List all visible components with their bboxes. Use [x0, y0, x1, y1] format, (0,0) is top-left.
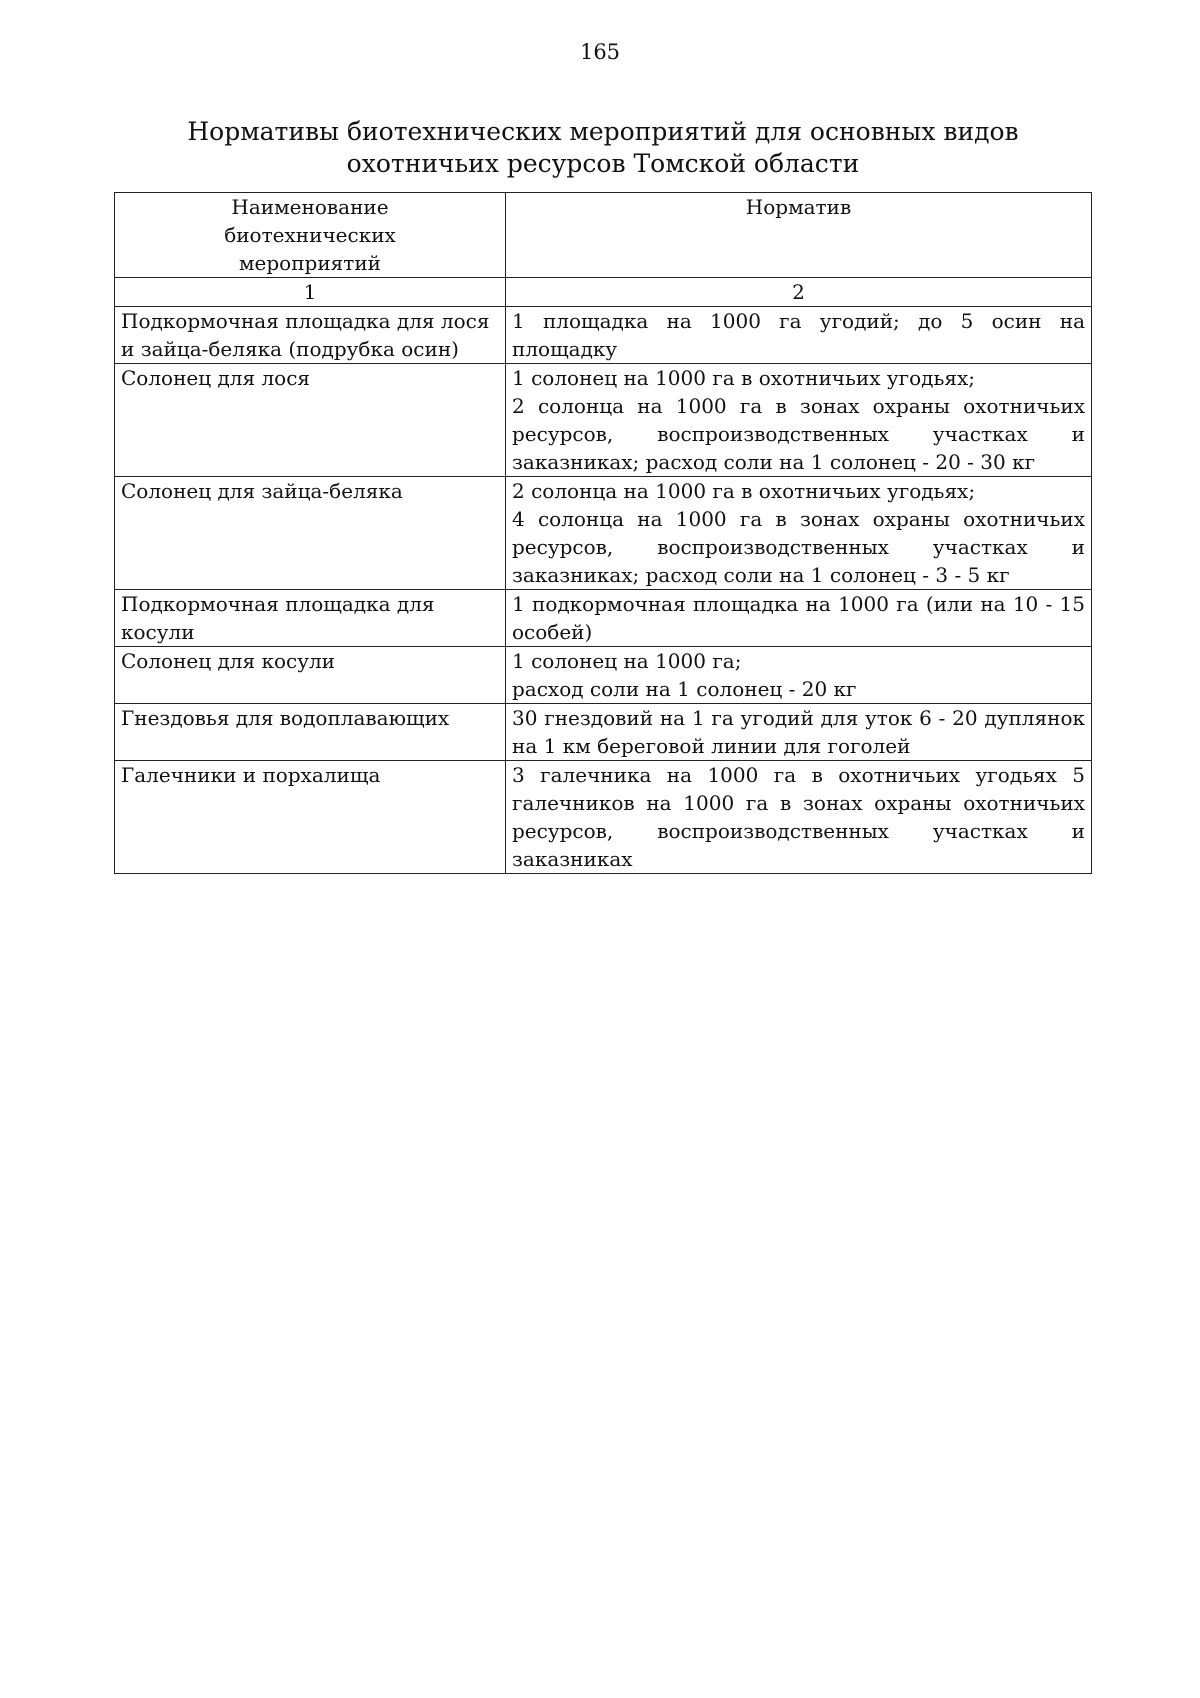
table-row	[115, 477, 1092, 590]
norm-line: 3 галечника на 1000 га в охотничьих угодьях 5 галечников на 1000 га в зонах охраны охотничьих ресурсов, воспроизводственных участках и заказниках	[512, 763, 1085, 871]
table-row	[115, 307, 1092, 364]
measure-norm	[506, 364, 1092, 477]
norm-line: 1 солонец на 1000 га в охотничьих угодьях;	[512, 366, 975, 390]
measure-norm	[506, 307, 1092, 364]
document-title	[114, 116, 1092, 180]
measure-name: Гнездовья для водоплавающих	[115, 704, 506, 761]
measure-norm	[506, 704, 1092, 761]
norm-line: расход соли на 1 солонец - 20 кг	[512, 677, 857, 701]
norm-line: 4 солонца на 1000 га в зонах охраны охотничьих ресурсов, воспроизводственных участках и заказниках; расход соли на 1 солонец - 3 - 5 кг	[512, 507, 1085, 587]
norm-line: 30 гнездовий на 1 га угодий для уток 6 - 20 дуплянок на 1 км береговой линии для гоголей	[512, 706, 1085, 758]
column-number-row	[115, 278, 1092, 307]
measure-norm	[506, 647, 1092, 704]
measure-name: Галечники и порхалища	[115, 761, 506, 874]
title-line-2: охотничьих ресурсов Томской области	[346, 149, 860, 178]
table-row	[115, 761, 1092, 874]
measure-name: Подкормочная площадка для лося и зайца-беляка (подрубка осин)	[115, 307, 506, 364]
measure-norm	[506, 590, 1092, 647]
norm-line: 1 подкормочная площадка на 1000 га (или на 10 - 15 особей)	[512, 592, 1085, 644]
column-header-norm: Норматив	[506, 193, 1092, 278]
table-row	[115, 364, 1092, 477]
norm-line: 1 площадка на 1000 га угодий; до 5 осин на площадку	[512, 309, 1085, 361]
measure-name: Солонец для зайца-беляка	[115, 477, 506, 590]
table-row	[115, 590, 1092, 647]
measure-name: Солонец для лося	[115, 364, 506, 477]
norm-line: 2 солонца на 1000 га в охотничьих угодьях;	[512, 479, 976, 503]
measure-name: Солонец для косули	[115, 647, 506, 704]
table-row	[115, 647, 1092, 704]
norms-table	[114, 192, 1092, 874]
measure-name: Подкормочная площадка для косули	[115, 590, 506, 647]
table-row	[115, 704, 1092, 761]
column-number-2: 2	[506, 278, 1092, 307]
norm-line: 1 солонец на 1000 га;	[512, 649, 742, 673]
title-line-1: Нормативы биотехнических мероприятий для основных видов	[187, 117, 1019, 146]
measure-norm	[506, 761, 1092, 874]
norm-line: 2 солонца на 1000 га в зонах охраны охотничьих ресурсов, воспроизводственных участках и заказниках; расход соли на 1 солонец - 20 - 30 кг	[512, 394, 1085, 474]
measure-norm	[506, 477, 1092, 590]
page-number: 165	[579, 40, 621, 64]
column-number-1: 1	[115, 278, 506, 307]
table-header-row	[115, 193, 1092, 278]
column-header-name: Наименование биотехнических мероприятий	[115, 193, 506, 278]
